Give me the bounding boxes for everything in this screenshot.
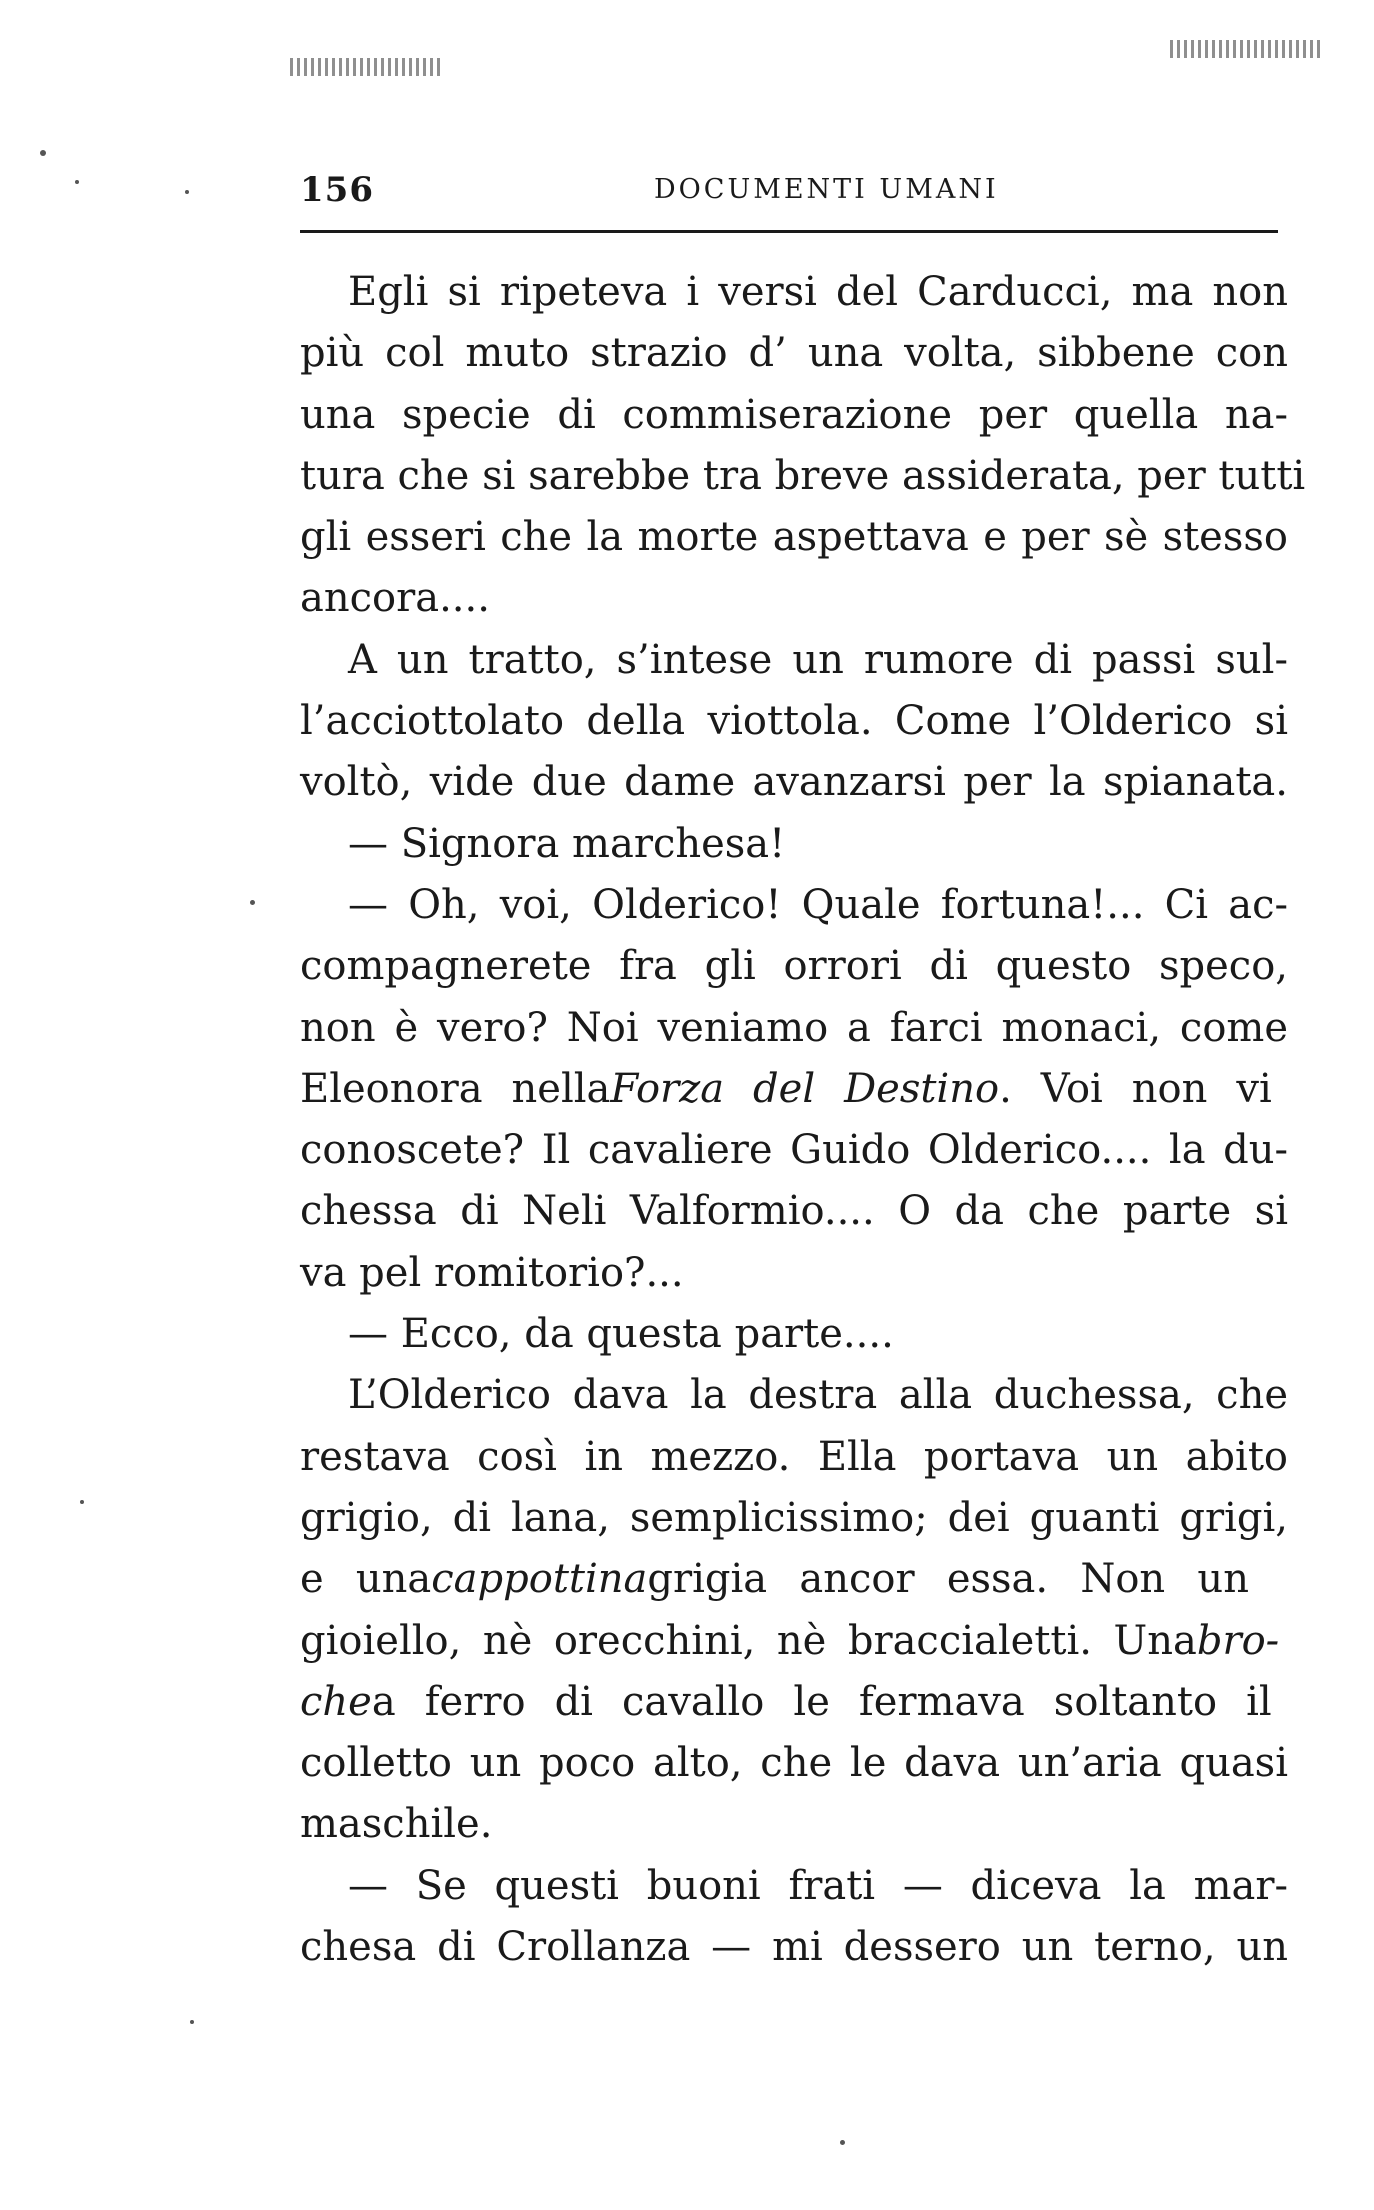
text-line: una specie di commiserazione per quella na- [300, 391, 1288, 438]
text-line: restava così in mezzo. Ella portava un abito [300, 1433, 1288, 1480]
scan-speck [185, 190, 189, 194]
text-line: L’Olderico dava la destra alla duchessa, che [348, 1372, 1288, 1419]
body-text [300, 262, 1306, 1978]
text-line: tura che si sarebbe tra breve assiderata, per tutti [300, 452, 1306, 499]
text-line: l’acciottolato della viottola. Come l’Olderico si [300, 698, 1288, 745]
text-line: — Oh, voi, Olderico! Quale fortuna!... Ci ac- [348, 881, 1288, 928]
text-line: gli esseri che la morte aspettava e per sè stesso [300, 514, 1288, 561]
running-head: DOCUMENTI UMANI [654, 174, 999, 205]
text-line: gioiello, nè orecchini, nè braccialetti. Unabro- [300, 1617, 1280, 1664]
text-line: non è vero? Noi veniamo a farci monaci, come [300, 1004, 1288, 1051]
text-line: ancora.... [300, 575, 490, 622]
text-line: compagnerete fra gli orrori di questo speco, [300, 943, 1288, 990]
scan-noise-top-left [290, 58, 440, 76]
text-line: e unacappottinagrigia ancor essa. Non un [300, 1556, 1249, 1603]
text-line: Egli si ripeteva i versi del Carducci, ma non [348, 269, 1288, 315]
header-rule [300, 230, 1278, 233]
text-line: — Signora marchesa! [348, 820, 786, 867]
text-line: maschile. [300, 1801, 493, 1848]
text-line: chea ferro di cavallo le fermava soltanto il [300, 1678, 1272, 1725]
text-line: Eleonora nellaForza del Destino. Voi non vi [300, 1065, 1272, 1112]
scan-noise-top-right [1170, 40, 1320, 58]
scan-speck [190, 2020, 194, 2024]
text-line: chessa di Neli Valformio.... O da che parte si [300, 1188, 1288, 1235]
italic-word: che [300, 1678, 372, 1725]
page-number: 156 [300, 170, 374, 210]
italic-word: cappottina [431, 1556, 648, 1603]
text-line: colletto un poco alto, che le dava un’aria quasi [300, 1740, 1288, 1787]
text-line: A un tratto, s’intese un rumore di passi sul- [348, 636, 1288, 683]
italic-word: bro- [1196, 1617, 1280, 1664]
italic-title: Forza del Destino [610, 1065, 1000, 1112]
scan-speck [840, 2140, 845, 2145]
text-line: più col muto strazio d’ una volta, sibbene con [300, 330, 1288, 377]
text-line: va pel romitorio?... [300, 1249, 684, 1296]
text-line: conoscete? Il cavaliere Guido Olderico.... la du- [300, 1127, 1288, 1174]
text-line: voltò, vide due dame avanzarsi per la spianata. [300, 759, 1288, 806]
text-line: grigio, di lana, semplicissimo; dei guanti grigi, [300, 1494, 1288, 1541]
scan-speck [75, 180, 79, 184]
text-line: — Se questi buoni frati — diceva la mar- [348, 1862, 1288, 1909]
scan-speck [40, 150, 46, 156]
text-line: — Ecco, da questa parte.... [348, 1311, 894, 1358]
scan-speck [80, 1500, 84, 1504]
text-line: chesa di Crollanza — mi dessero un terno, un [300, 1924, 1288, 1971]
scan-speck [250, 900, 255, 905]
